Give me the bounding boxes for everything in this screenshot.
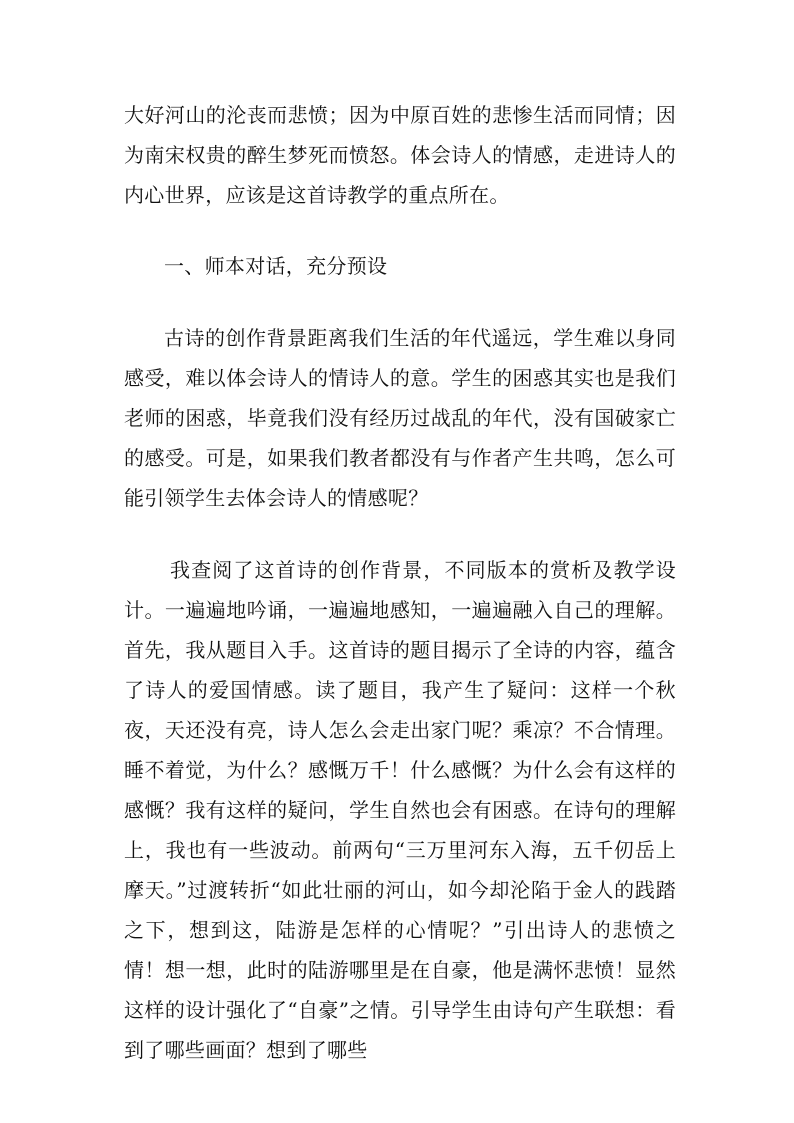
document-body <box>124 95 676 1070</box>
paragraph-research: 我查阅了这首诗的创作背景，不同版本的赏析及教学设计。一遍遍地吟诵，一遍遍地感知，一遍遍融入自己的理解。首先，我从题目入手。这首诗的题目揭示了全诗的内容，蕴含了诗人的爱国情感。读了题目，我产生了疑问：这样一个秋夜，天还没有亮，诗人怎么会走出家门呢？乘凉？不合情理。睡不着觉，为什么？感慨万千！什么感慨？为什么会有这样的感慨？我有这样的疑问，学生自然也会有困惑。在诗句的理解上，我也有一些波动。前两句“三万里河东入海，五千仞岳上摩天。”过渡转折“如此壮丽的河山，如今却沦陷于金人的践踏之下，想到这，陆游是怎样的心情呢？”引出诗人的悲愤之情！想一想，此时的陆游哪里是在自豪，他是满怀悲愤！显然这样的设计强化了“自豪”之情。引导学生由诗句产生联想：看到了哪些画面？想到了哪些 <box>124 558 676 1062</box>
section-heading: 一、师本对话，充分预设 <box>164 254 388 278</box>
paragraph-background: 古诗的创作背景距离我们生活的年代遥远，学生难以身同感受，难以体会诗人的情诗人的意。学生的困惑其实也是我们老师的困惑，毕竟我们没有经历过战乱的年代，没有国破家亡的感受。可是，如果我们教者都没有与作者产生共鸣，怎么可能引领学生去体会诗人的情感呢？ <box>124 326 676 510</box>
paragraph-continuation: 大好河山的沦丧而悲愤；因为中原百姓的悲惨生活而同情；因为南宋权贵的醉生梦死而愤怒。体会诗人的情感，走进诗人的内心世界，应该是这首诗教学的重点所在。 <box>124 103 676 207</box>
